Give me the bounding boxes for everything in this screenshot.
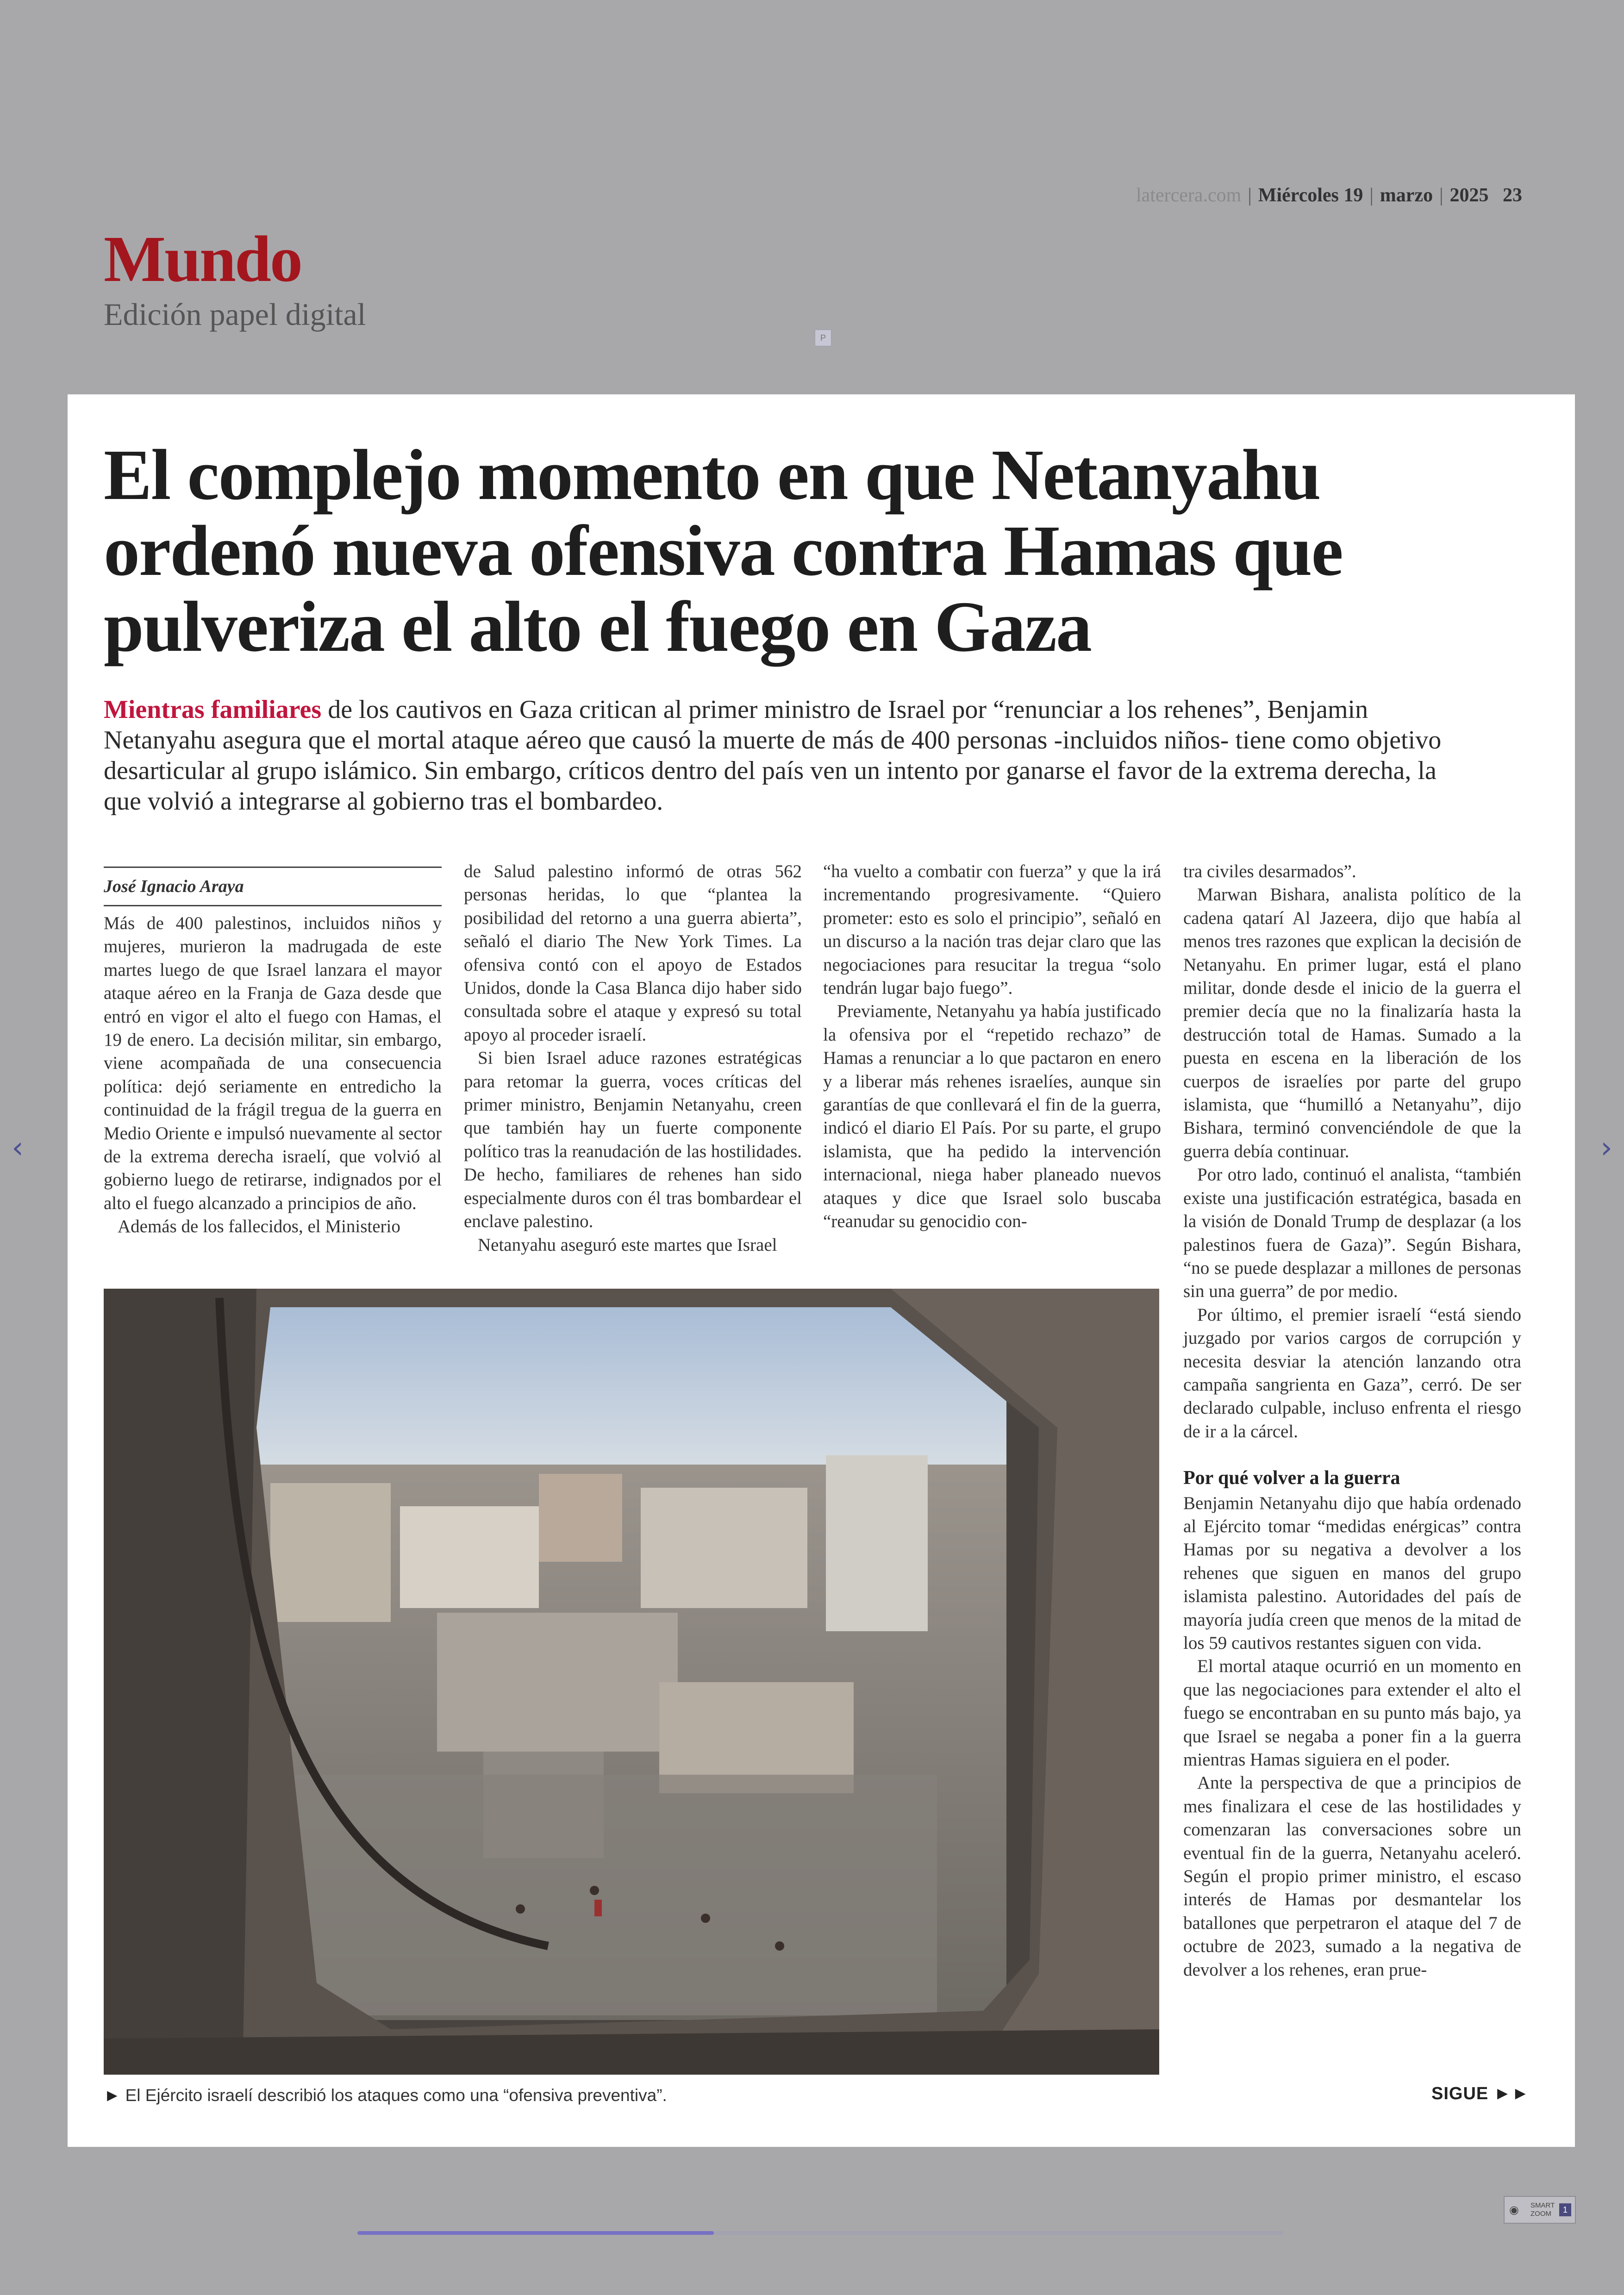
- caption-arrow-icon: ►: [104, 2086, 121, 2105]
- lede: [104, 694, 1446, 817]
- next-page-icon[interactable]: ›: [1600, 1131, 1612, 1165]
- smart-zoom-button[interactable]: [1504, 2196, 1576, 2224]
- paragraph: “ha vuelto a combatir con fuerza” y que la irá incrementando progresivamente. “Quiero prometer: esto es solo el principio”, señaló en un discurso a la nación tras dejar claro que las negociaciones para resucitar la tregua “solo tendrán lugar bajo fuego”.: [823, 861, 1161, 998]
- article-column-3: [823, 860, 1161, 1234]
- page-marker-icon[interactable]: P: [815, 330, 831, 346]
- previous-page-icon[interactable]: ‹: [12, 1131, 24, 1165]
- lede-highlight: Mientras familiares: [104, 695, 322, 724]
- page-progress-bar[interactable]: [357, 2231, 1283, 2235]
- paragraph: El mortal ataque ocurrió en un momento en que las negociaciones para extender el alto el fuego se encontraban en su punto más bajo, ya que Israel se negaba a poner fin a la guerra mientras Hamas siguiera en el poder.: [1183, 1656, 1521, 1770]
- smart-zoom-label: SMART ZOOM: [1530, 2201, 1555, 2218]
- section-title: Mundo: [104, 222, 301, 295]
- article-photo: [104, 1289, 1159, 2075]
- smart-zoom-count: 1: [1559, 2203, 1571, 2216]
- eye-icon: ◉: [1509, 2204, 1519, 2216]
- lede-text: de los cautivos en Gaza critican al primer ministro de Israel por “renunciar a los rehenes”, Benjamin Netanyahu asegura que el mortal ataque aéreo que causó la muerte de más de 400 personas -incluidos niños- tiene como objetivo desarticular al grupo islámico. Sin embargo, críticos dentro del país ven un intento por ganarse el favor de la extrema derecha, la que volvió a integrarse al gobierno tras el bombardeo.: [104, 695, 1442, 816]
- gaza-rubble-photo: [104, 1289, 1159, 2075]
- paragraph: Además de los fallecidos, el Ministerio: [118, 1216, 400, 1237]
- paragraph: Netanyahu aseguró este martes que Israel: [478, 1235, 777, 1255]
- byline: José Ignacio Araya: [104, 867, 442, 906]
- newspaper-page: [68, 394, 1575, 2147]
- edition-label: Edición papel digital: [104, 297, 366, 332]
- paragraph: Por último, el premier israelí “está siendo juzgado por varios cargos de corrupción y necesita desviar la atención lanzando otra campaña sangrienta en Gaza”, cerró. De ser declarado culpable, incluso enfrenta el riesgo de ir a la cárcel.: [1183, 1304, 1521, 1441]
- date-day: Miércoles 19: [1258, 185, 1363, 206]
- article-column-1: [104, 912, 442, 1239]
- article-column-2: [464, 860, 802, 1257]
- paragraph: Ante la perspectiva de que a principios de mes finalizara el cese de las hostilidades y comenzaran las conversaciones sobre un eventual fin de la guerra, Netanyahu aceleró. Según el propio primer ministro, el escaso interés de Hamas por desmantelar los batallones que perpetraron el ataque del 7 de octubre de 2023, sumado a la negativa de devolver a los rehenes, eran prue-: [1183, 1773, 1521, 1980]
- page-number: 23: [1503, 185, 1522, 206]
- dateline: latercera.com | Miércoles 19 | marzo | 2025 23: [1136, 185, 1522, 206]
- caption-text: El Ejército israelí describió los ataques como una “ofensiva preventiva”.: [125, 2086, 667, 2105]
- date-month: marzo: [1380, 185, 1433, 206]
- paragraph: Si bien Israel aduce razones estratégicas para retomar la guerra, voces críticas del primer ministro, Benjamin Netanyahu, creen que también hay un fuerte componente político tras la reanudación de las hostilidades. De hecho, familiares de rehenes han sido especialmente duros con él tras bombardear el enclave palestino.: [464, 1048, 802, 1232]
- date-year: 2025: [1449, 185, 1489, 206]
- page-progress-fill: [357, 2231, 714, 2235]
- paragraph: Benjamin Netanyahu dijo que había ordenado al Ejército tomar “medidas enérgicas” contra Hamas por su negativa a devolver a los rehenes que siguen en manos del grupo islamista palestino. Autoridades del país de mayoría judía creen que menos de la mitad de los 59 cautivos restantes siguen con vida.: [1183, 1493, 1521, 1653]
- site-name: latercera.com: [1136, 185, 1242, 206]
- continue-link[interactable]: SIGUE ►►: [1431, 2084, 1530, 2103]
- headline: El complejo momento en que Netanyahu ordenó nueva ofensiva contra Hamas que pulveriza el alto el fuego en Gaza: [104, 435, 1343, 667]
- paragraph: Más de 400 palestinos, incluidos niños y mujeres, murieron la madrugada de este martes luego de que Israel lanzara el mayor ataque aéreo en la Franja de Gaza desde que entró en vigor el alto el fuego con Hamas, el 19 de enero. La decisión militar, sin embargo, viene acompañada de una consecuencia política: dejó seriamente en entredicho la continuidad de la frágil tregua de la guerra en Medio Oriente e impulsó nuevamente al sector de la extrema derecha israelí, que volvió al gobierno luego de retirarse, indignados por el alto el fuego alcanzado a principios de año.: [104, 913, 442, 1213]
- paragraph: Por otro lado, continuó el analista, “también existe una justificación estratégica, basada en la visión de Donald Trump de desplazar (a los palestinos fuera de Gaza)”. Según Bishara, “no se puede desplazar a millones de personas sin una guerra” de por medio.: [1183, 1165, 1521, 1302]
- photo-caption: [104, 2086, 1122, 2105]
- paragraph: Previamente, Netanyahu ya había justificado la ofensiva por el “repetido rechazo” de Hamas a renunciar a lo que pactaron en enero y a liberar más rehenes israelíes, aunque sin garantías de que conllevará el fin de la guerra, indicó el diario El País. Por su parte, el grupo islamista, que ha pedido la intervención internacional, niega haber planeado nuevos ataques y dice que Israel solo buscaba “reanudar su genocidio con-: [823, 1001, 1161, 1232]
- paragraph: tra civiles desarmados”.: [1183, 861, 1356, 881]
- subheading: Por qué volver a la guerra: [1183, 1467, 1400, 1489]
- paragraph: Marwan Bishara, analista político de la cadena qatarí Al Jazeera, dijo que había al menos tres razones que explican la decisión de Netanyahu. En primer lugar, está el plano militar, donde desde el inicio de la guerra el premier decía que no la finalizaría hasta la destrucción total de Hamas. Sumado a la puesta en escena en la liberación de los cuerpos de israelíes por parte del grupo islamista, que “humilló a Netanyahu”, dijo Bishara, terminó convenciéndole de que la guerra debía continuar.: [1183, 885, 1521, 1161]
- article-column-4: [1183, 860, 1521, 1982]
- paragraph: de Salud palestino informó de otras 562 personas heridas, lo que “plantea la posibilidad del retorno a una guerra abierta”, señaló el diario The New York Times. La ofensiva contó con el apoyo de Estados Unidos, donde la Casa Blanca dijo haber sido consultada sobre el ataque y expresó su total apoyo al proceder israelí.: [464, 861, 802, 1045]
